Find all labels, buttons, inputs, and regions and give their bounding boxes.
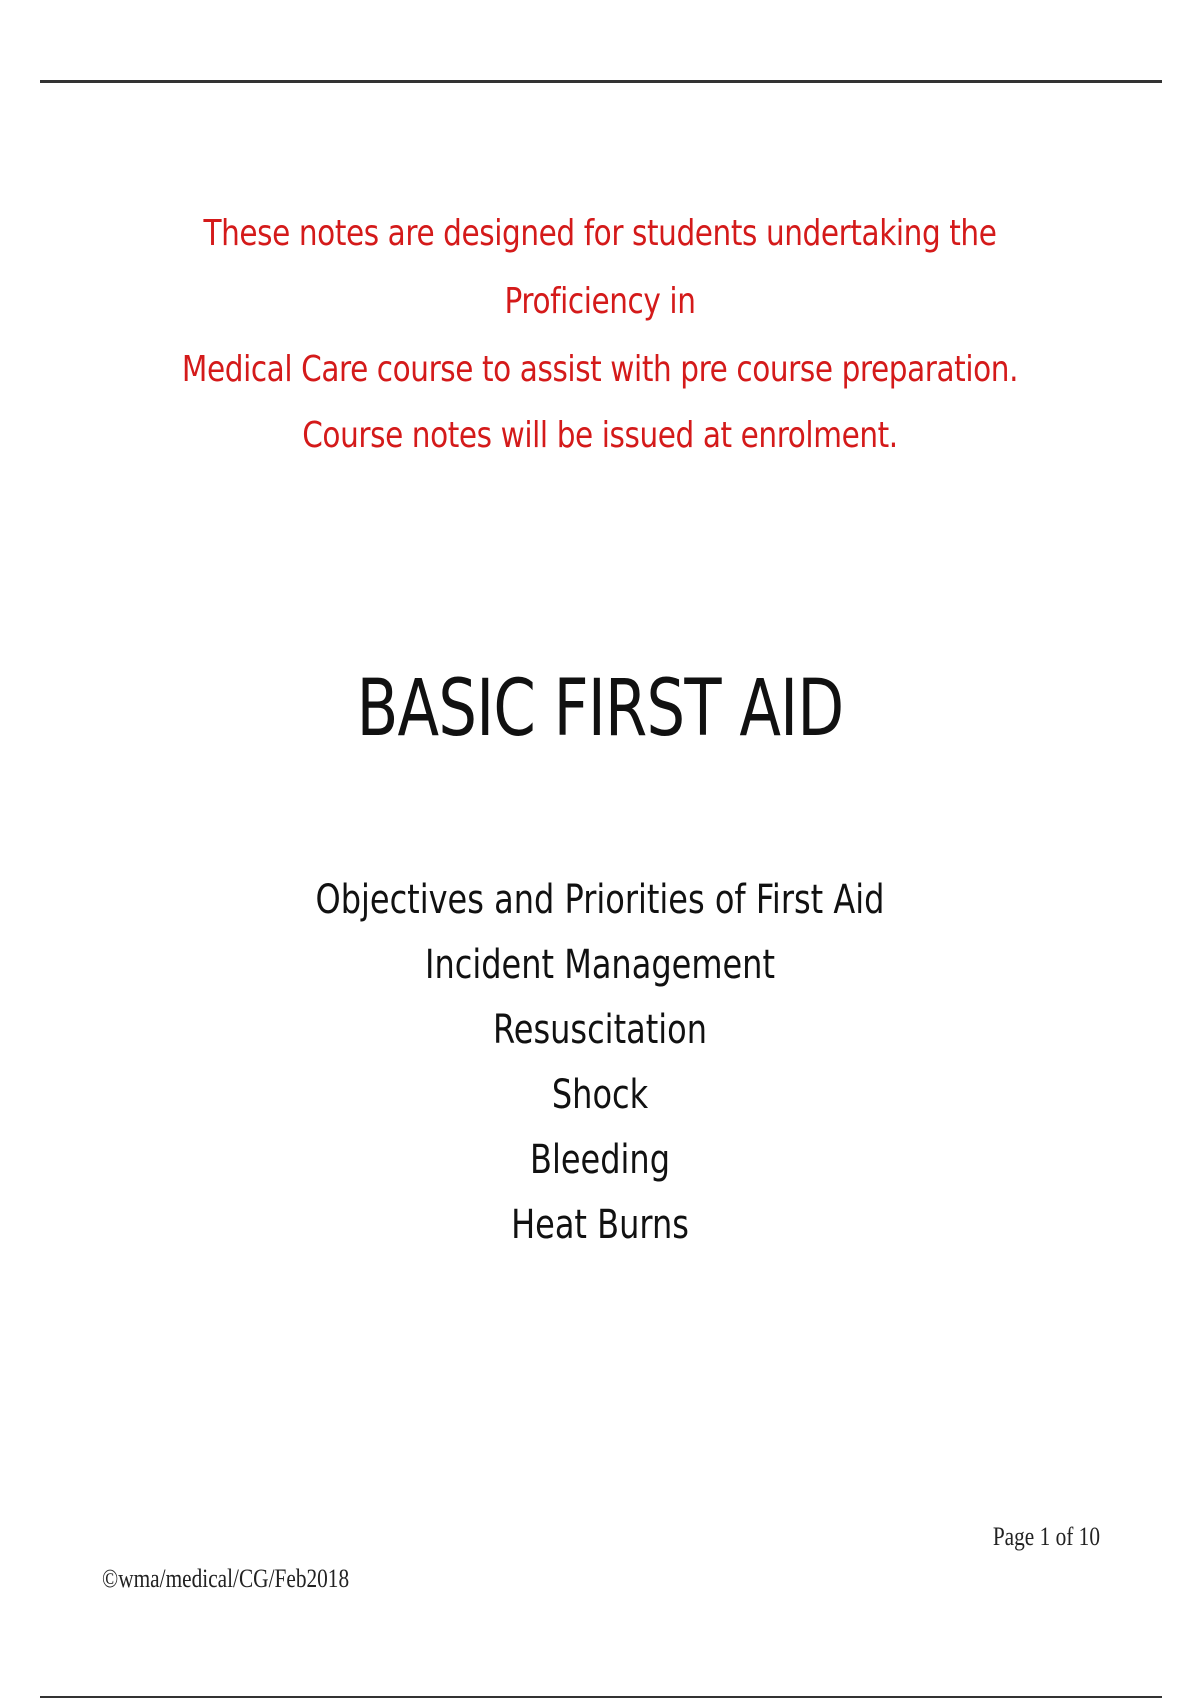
- course-notice: [157, 200, 1043, 404]
- topic-item: Objectives and Priorities of First Aid: [315, 877, 885, 923]
- topic-item: Bleeding: [529, 1137, 671, 1183]
- header-rule: [40, 80, 1162, 83]
- topic-item: Resuscitation: [492, 1007, 708, 1053]
- notice-line-3: Course notes will be issued at enrolment.: [302, 415, 898, 456]
- footer-rule: [40, 1696, 1162, 1698]
- notice-line-2: Medical Care course to assist with pre course preparation.: [181, 349, 1019, 390]
- document-title: BASIC FIRST AID: [356, 664, 844, 754]
- page-number: Page 1 of 10: [992, 1522, 1100, 1551]
- enrolment-notice: [157, 402, 1043, 470]
- notice-line-1: These notes are designed for students undertaking the Proficiency in: [203, 213, 997, 322]
- copyright-notice: ©wma/medical/CG/Feb2018: [102, 1564, 350, 1593]
- topic-item: Heat Burns: [511, 1202, 689, 1248]
- topic-list: [0, 868, 1200, 1258]
- topic-item: Shock: [551, 1072, 649, 1118]
- topic-item: Incident Management: [425, 942, 775, 988]
